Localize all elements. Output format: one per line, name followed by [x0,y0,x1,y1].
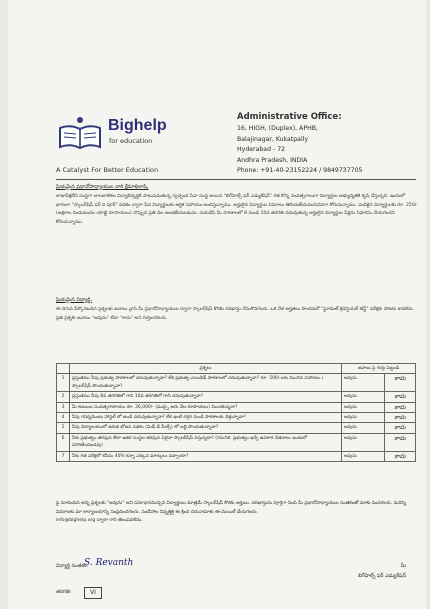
answer-yes[interactable]: అవును [342,402,385,412]
table-row [57,374,416,392]
paragraph-intro: లాభాపేక్షలేని సంస్థగా బాలబాలికల విద్యాభివృద్ధికి పాటుపడుతున్న స్వచ్ఛంద సేవా సంస్థ అయిన "బిగ్‌హెల్ప్ ఫర్ ఎడ్యుకేషన్" గత కొన్ని సంవత్సరాలుగా విద్యార్థుల అభ్యున్నతికి కృషి చేస్తున్నది. ఇందులో భాగంగా "స్కాలర్‌షిప్ ఫర్ ది పూర్" పథకం ద్వారా పేద విద్యార్థులకు ఆర్థిక సహాయం అందిస్తున్నాము. అర్హులైన విద్యార్థుల వివరాలు తెలియజేయవలసినదిగా కోరుచున్నాము. ఎంపికైన విద్యార్థులకు రూ. 250/- (అక్షరాల రెండువందల యాభై రూపాయలు) చొప్పున ప్రతి నెల అందజేయబడును. దయచేసి మీ పాఠశాలలో 8 నుండి 10వ తరగతి చదువుతున్న అర్హులైన విద్యార్థుల పేర్లను సిఫారసు చేయగలరని కోరుచున్నాము. [56,194,418,225]
student-signature: S. Revanth [84,558,134,568]
row-number: 1 [57,374,70,392]
address-line: Hyderabad - 72 [237,146,286,154]
answer-no[interactable]: కాదు [385,423,416,433]
answer-no[interactable]: కాదు [385,413,416,423]
answer-no[interactable]: కాదు [385,433,416,451]
tagline: A Catalyst For Better Education [56,166,159,174]
question-text: నీకు గత పరీక్షలో కనీసం 40% కన్నా ఎక్కువ మార్కులు వచ్చాయా? [70,451,342,461]
row-number: 7 [57,451,70,461]
row-number: 3 [57,402,70,412]
answer-no[interactable]: కాదు [385,392,416,402]
header-divider [56,179,416,180]
col-header-question: ప్రశ్నలు [70,364,342,374]
answer-no[interactable]: కాదు [385,402,416,412]
row-number: 6 [57,433,70,451]
answer-yes[interactable]: అవును [342,423,385,433]
office-title: Administrative Office: [237,112,342,122]
table-row [57,451,416,461]
answer-yes[interactable]: అవును [342,433,385,451]
table-row [57,413,416,423]
signature-label: విద్యార్థి సంతకం: [56,563,89,569]
closing-sign-org: బిగ్‌హెల్ప్ ఫర్ ఎడ్యుకేషన్ [357,573,406,579]
questions-table [56,363,416,462]
table-row [57,433,416,451]
class-box[interactable]: VI [84,587,102,599]
letter-page [8,0,426,609]
brand-name: Bighelp [108,117,167,134]
question-text: నీవు విద్యాలయంలో ఉచిత భోజన పథకం (మిడ్ డే మీల్స్) లో లబ్ధి పొందుతున్నావా? [70,423,342,433]
closing-paragraph: పై సూచించిన అన్ని ప్రశ్నలకు "అవును" అని సమాధానమిచ్చిన విద్యార్థులు మాత్రమే స్కాలర్‌షిప్ కొరకు అర్హులు. దరఖాస్తును పూర్తిగా నింపి మీ ప్రధానోపాధ్యాయుల సంతకంతో మాకు పంపగలరు. మరిన్ని వివరాలకు మా కార్యాలయాన్ని సంప్రదించగలరు. సందేహాల నివృత్తికై ఈ క్రింది చిరునామాకు ఈ-మెయిల్ చేయగలరు. [56,501,407,515]
closing-text [56,500,418,526]
answer-yes[interactable]: అవును [342,413,385,423]
letter-body-student [56,296,418,325]
row-number: 4 [57,413,70,423]
phone-line: Phone: +91-40-23152224 / 9849737705 [237,167,363,175]
letter-body-headmaster [56,183,418,229]
paragraph-instructions: ఈ దిగువ పేర్కొనబడిన ప్రశ్నలకు జవాబు వ్రాసి మీ ప్రధానోపాధ్యాయుల ద్వారా స్కాలర్‌షిప్ కొరకు దరఖాస్తు చేసుకొనగలరు. ఒక వేళ అర్హతలు పొందినచో "స్టూడెంట్ క్రెడెన్షియల్ టెస్ట్" పరీక్షకు హాజరు కావలెను. ప్రతి ప్రశ్నకు జవాబు "అవును" లేదా "కాదు" అని గుర్తించగలరు. [56,307,415,321]
question-text: నీకు ప్రభుత్వం తరఫున లేదా ఇతర సంస్థల తరఫున ఏదైనా స్కాలర్‌షిప్ వస్తున్నదా? (గమనిక: ప్రభుత్వం ఇచ్చే ఉపకార వేతనాలు ఇందులో పరిగణించబడవు) [70,433,342,451]
email-line: info@bighelp.org ద్వారా గాని తెలుపవలెను. [56,518,143,524]
question-text: ప్రస్తుతము నీవు 8వ తరగతిలో గాని 10వ తరగతిలో గాని చదువుతున్నావా? [70,392,342,402]
table-row [57,402,416,412]
class-label: తరగతి: [56,589,72,595]
question-text: ప్రస్తుతము నీవు ప్రభుత్వ పాఠశాలలో చదువుతున్నావా? లేక ప్రభుత్వ ఎయిడెడ్ పాఠశాలలో చదువుతున్నావా? రూ. 500/-లకు మించిన సహాయం / స్కాలర్‌షిప్ పొందుతున్నావా? [70,374,342,392]
book-logo-icon [56,116,104,152]
col-header-num [57,364,70,374]
answer-yes[interactable]: అవును [342,392,385,402]
question-text: మీ కుటుంబ సంవత్సరాదాయం రూ. 36,000/- (ముప్పై ఆరు వేల రూపాయలు) మించకున్నదా? [70,402,342,412]
salutation-headmaster: ప్రియమైన ప్రధానోపాధ్యాయుల వారి క్షేమాభిలాషి, [56,184,149,190]
question-text: నీవు గవర్నమెంటు హాస్టల్ లో ఉండి చదువుతున్నావా? లేక ఇంటి దగ్గర నుండి పాఠశాలకు వెళ్తున్నావా? [70,413,342,423]
table-row [57,423,416,433]
col-header-answer: జవాబు పై గుర్తు పెట్టండి [342,364,416,374]
answer-yes[interactable]: అవును [342,374,385,392]
row-number: 5 [57,423,70,433]
address-line: 16, HIGH, (Duplex), APHB, [237,125,318,133]
address-line: Andhra Pradesh, INDIA [237,156,308,164]
office-address [237,112,412,176]
answer-no[interactable]: కాదు [385,374,416,392]
address-line: Balajinagar, Kukatpally [237,135,309,143]
brand-subtitle: for education [109,137,153,145]
salutation-student: ప్రియమైన విద్యార్థి, [56,297,92,303]
answer-yes[interactable]: అవును [342,451,385,461]
row-number: 2 [57,392,70,402]
table-row [57,392,416,402]
closing-sign-top: మీ [400,563,406,569]
answer-no[interactable]: కాదు [385,451,416,461]
